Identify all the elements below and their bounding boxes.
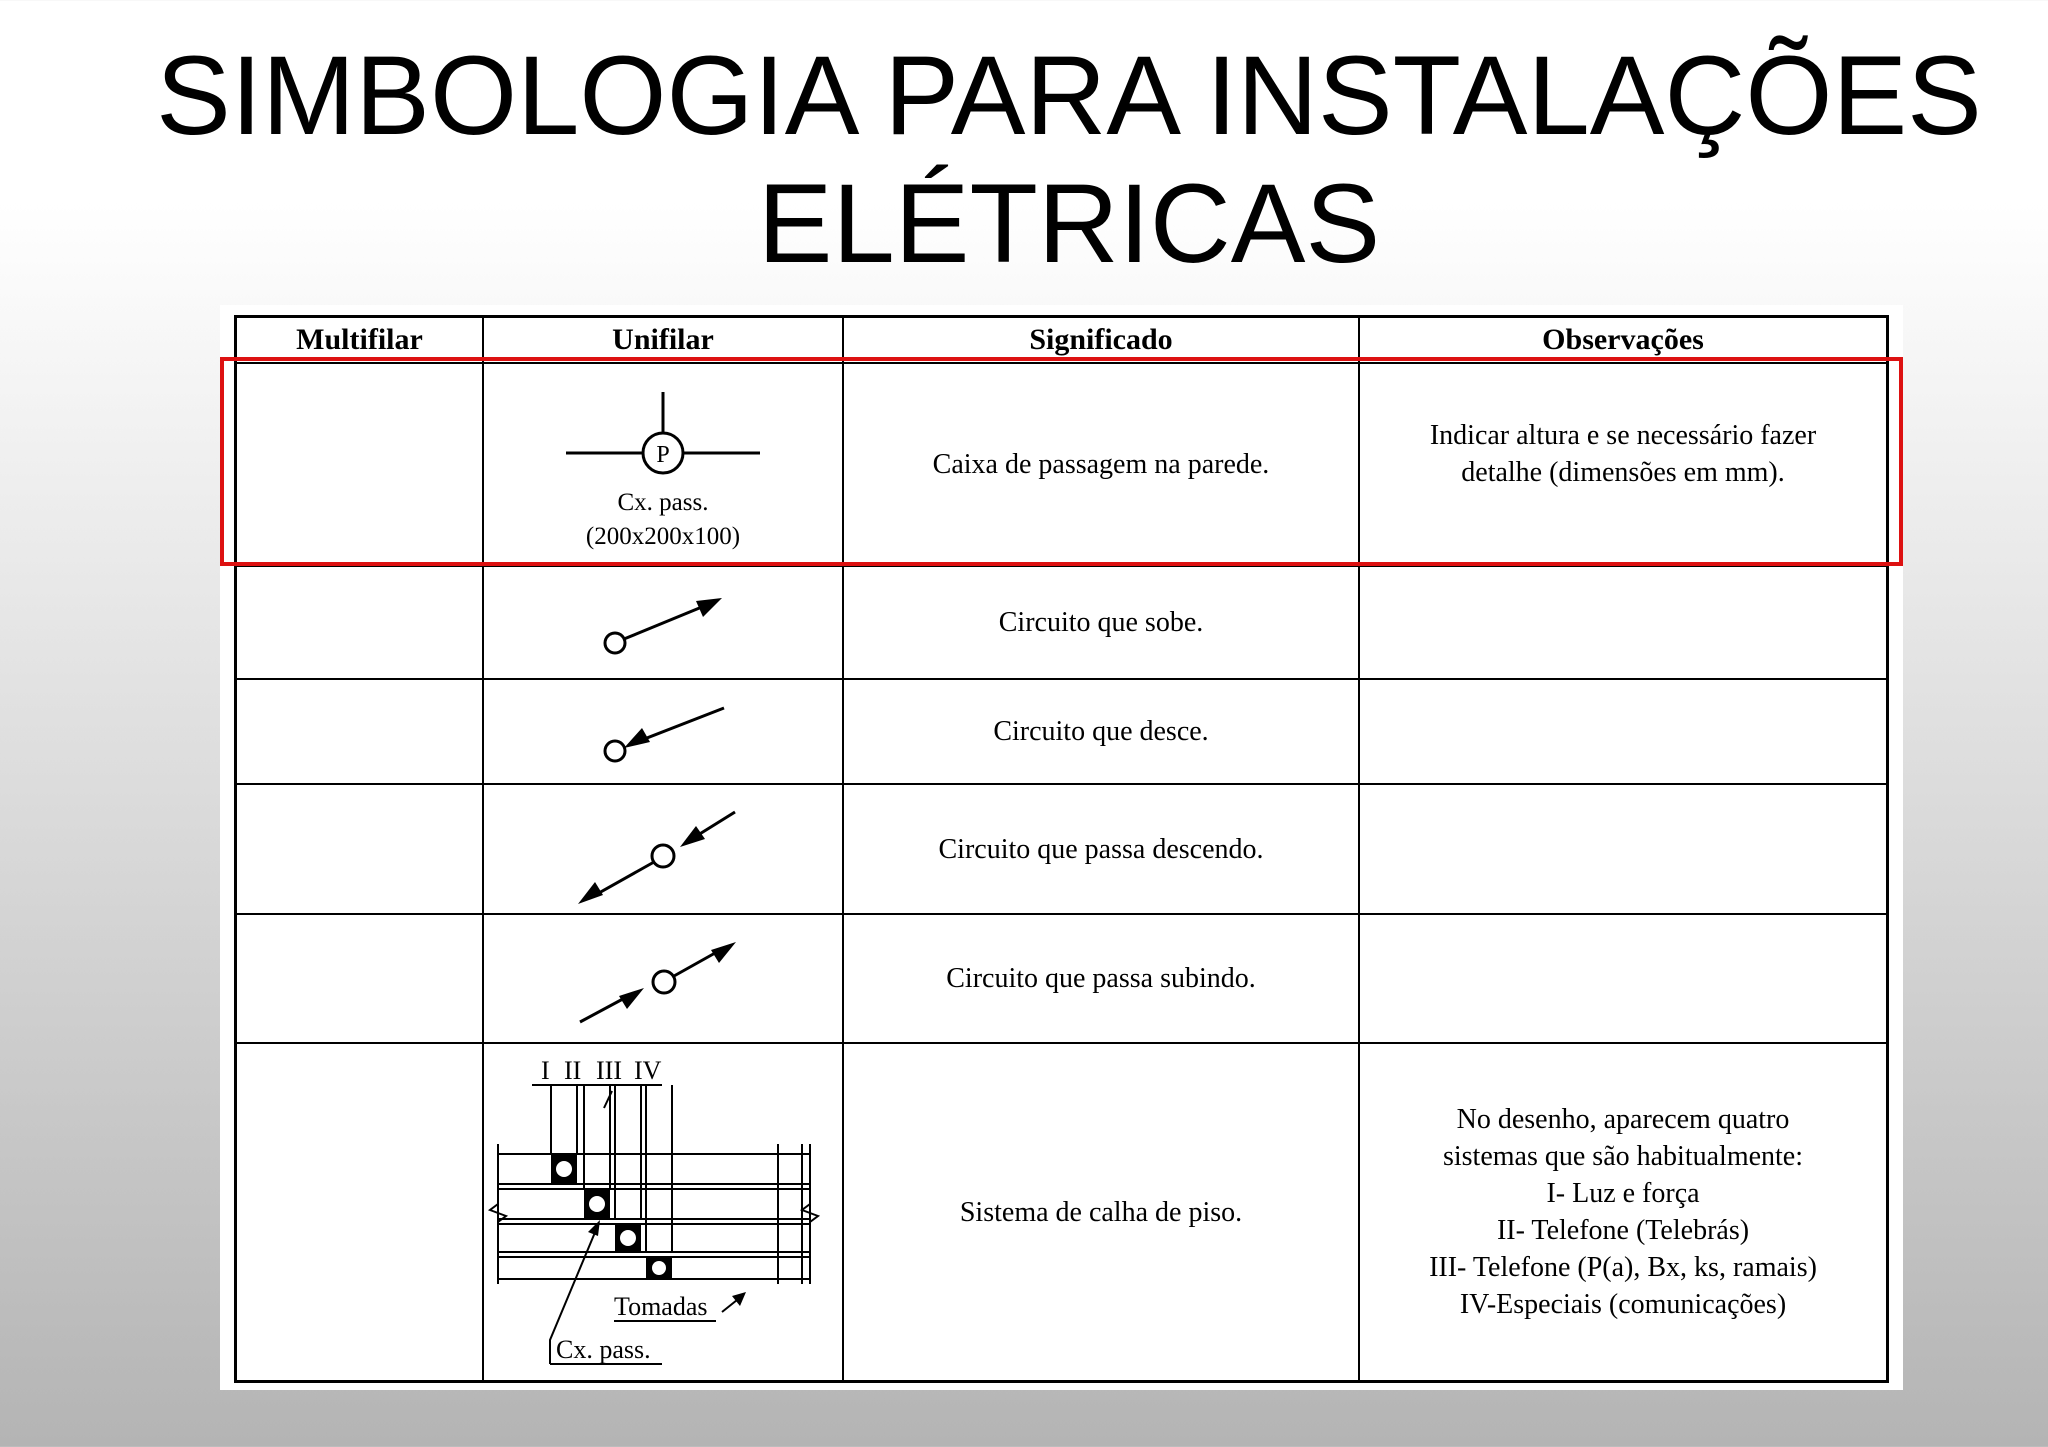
tomadas-label: Tomadas: [614, 1292, 708, 1321]
header-unifilar: Unifilar: [612, 323, 714, 356]
observation-line: detalhe (dimensões em mm).: [1461, 457, 1785, 488]
arrow-down-icon: [680, 826, 705, 847]
observation-line: sistemas que são habitualmente:: [1442, 1141, 1804, 1172]
duct-label-i: I: [541, 1056, 550, 1085]
circuit-circle: [605, 741, 625, 761]
observation-line: II- Telefone (Telebrás): [1496, 1215, 1750, 1246]
circuit-passing-down-symbol: [484, 785, 842, 913]
arrow-up-icon: [619, 988, 644, 1009]
observation-line: I- Luz e força: [1546, 1178, 1700, 1209]
header-multifilar: Multifilar: [296, 323, 423, 356]
duct-label-iii: III: [596, 1056, 622, 1085]
cxpass-label: Cx. pass.: [556, 1335, 651, 1364]
row-3-significado: Circuito que desce.: [993, 716, 1209, 747]
observation-line: IV-Especiais (comunicações): [1459, 1289, 1787, 1320]
row-6-significado: Sistema de calha de piso.: [959, 1196, 1243, 1228]
junction-caption-1: Cx. pass.: [617, 489, 709, 516]
floor-duct-system-symbol: [484, 1044, 842, 1380]
circuit-rising-symbol: [484, 567, 842, 678]
row-2-significado: Circuito que sobe.: [998, 607, 1204, 638]
observation-line: No desenho, aparecem quatro: [1456, 1104, 1790, 1135]
arrow-icon: [732, 1292, 746, 1306]
observation-line: III- Telefone (P(a), Bx, ks, ramais): [1429, 1252, 1817, 1283]
duct-label-iv: IV: [634, 1056, 662, 1085]
highlight-box: [220, 357, 1903, 566]
arrow-icon: [588, 1220, 600, 1236]
circuit-circle: [653, 971, 675, 993]
duct-label-ii: II: [564, 1056, 582, 1085]
junction-label: P: [656, 442, 670, 468]
circuit-circle: [652, 845, 674, 867]
arrow-down-icon: [578, 882, 603, 904]
page-title-line-2: ELÉTRICAS: [757, 161, 1381, 286]
header-significado: Significado: [1029, 323, 1173, 356]
arrow-down-icon: [624, 728, 650, 748]
arrow-up-icon: [711, 942, 736, 963]
circuit-descending-symbol: [484, 680, 842, 783]
page-title-line-1: SIMBOLOGIA PARA INSTALAÇÕES: [156, 33, 1982, 158]
row-5-significado: Circuito que passa subindo.: [946, 963, 1256, 994]
junction-boxes: [551, 1154, 672, 1279]
row-4-significado: Circuito que passa descendo.: [938, 833, 1264, 865]
observation-line: Indicar altura e se necessário fazer: [1429, 420, 1817, 451]
row-6-observacoes: [1360, 1044, 1886, 1380]
circuit-circle: [605, 633, 625, 653]
header-observacoes: Observações: [1542, 323, 1704, 356]
arrow-up-icon: [696, 598, 722, 617]
row-1-significado: Caixa de passagem na parede.: [932, 449, 1270, 480]
junction-caption-2: (200x200x100): [585, 523, 741, 550]
circuit-passing-up-symbol: [484, 915, 842, 1042]
